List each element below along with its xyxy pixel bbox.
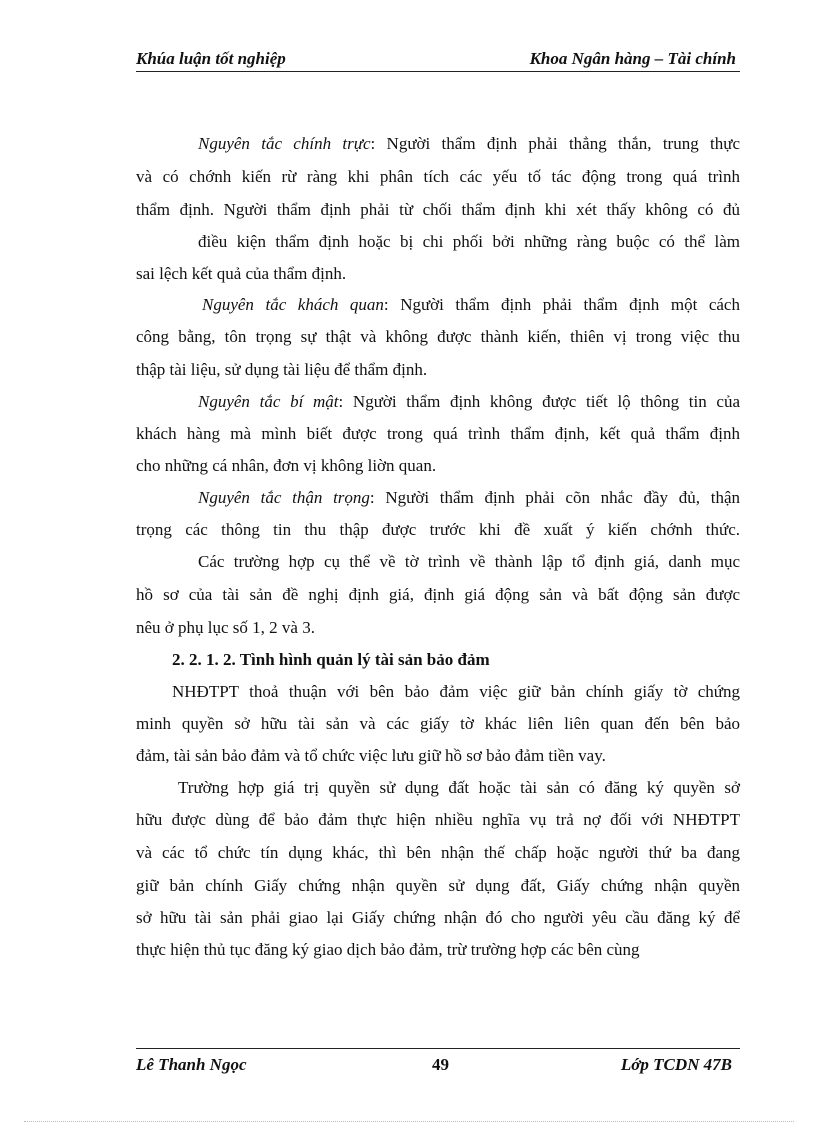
paragraph-line: hồ sơ của tài sản đề nghị định giá, định giá động sản và bất động sản được xyxy=(136,585,740,604)
paragraph-line: hữu được dùng để bảo đảm thực hiện nhiều nghĩa vụ trả nợ đối với NHĐTPT xyxy=(136,810,740,829)
paragraph-line xyxy=(198,392,740,412)
paragraph-line: nêu ở phụ lục số 1, 2 và 3. xyxy=(136,618,315,637)
paragraph-line: sai lệch kết quả của thẩm định. xyxy=(136,264,347,283)
paragraph-line: công bằng, tôn trọng sự thật và không được thành kiến, thiên vị trong việc thu xyxy=(136,327,740,346)
header-thesis-title: Khúa luận tốt nghiệp xyxy=(136,49,286,68)
footer-class: Lớp TCDN 47B xyxy=(620,1055,732,1074)
paragraph-line: cho những cá nhân, đơn vị không liờn quan. xyxy=(136,456,437,475)
text-span: : Người thẩm định phải cõn nhắc đầy đủ, thận xyxy=(369,488,740,507)
paragraph-line xyxy=(198,488,740,508)
principle-term: Nguyên tắc khách quan xyxy=(202,295,384,314)
paragraph-line: Các trường hợp cụ thể về tờ trình về thành lập tổ định giá, danh mục xyxy=(198,552,740,571)
footer-author: Lê Thanh Ngọc xyxy=(136,1055,247,1074)
paragraph-line: khách hàng mà mình biết được trong quá trình thẩm định, kết quả thẩm định xyxy=(136,424,740,443)
paragraph-line: trọng các thông tin thu thập được trước khi đề xuất ý kiến chớnh thức. xyxy=(136,520,740,539)
paragraph-line xyxy=(202,295,740,315)
paragraph-line: và có chớnh kiến rừ ràng khi phân tích các yếu tố tác động trong quá trình xyxy=(136,167,740,186)
page-footer xyxy=(136,1048,740,1081)
paragraph-line: và các tổ chức tín dụng khác, thì bên nhận thế chấp hoặc người thứ ba đang xyxy=(136,843,740,862)
section-heading: 2. 2. 1. 2. Tình hình quản lý tài sản bảo đảm xyxy=(172,650,490,669)
paragraph-line: thực hiện thủ tục đăng ký giao dịch bảo đảm, trừ trường hợp các bên cùng xyxy=(136,940,640,959)
page-number: 49 xyxy=(432,1055,449,1074)
paragraph-line: thẩm định. Người thẩm định phải từ chối thẩm định khi xét thấy không có đủ xyxy=(136,200,740,219)
principle-term: Nguyên tắc bí mật xyxy=(198,392,339,411)
paragraph-line: sở hữu tài sản phải giao lại Giấy chứng nhận đó cho người yêu cầu đăng ký để xyxy=(136,908,740,927)
principle-term: Nguyên tắc thận trọng xyxy=(198,488,370,507)
paragraph-line xyxy=(198,134,740,154)
paragraph-line: đảm, tài sản bảo đảm và tổ chức việc lưu giữ hồ sơ bảo đảm tiền vay. xyxy=(136,746,606,765)
header-faculty: Khoa Ngân hàng – Tài chính xyxy=(529,49,736,68)
paragraph-line: minh quyền sở hữu tài sản và các giấy tờ khác liên liên quan đến bên bảo xyxy=(136,714,740,733)
page-bottom-divider xyxy=(24,1121,794,1122)
page-header xyxy=(136,49,740,72)
text-span: : Người thẩm định phải thẩm định một cách xyxy=(383,295,740,314)
paragraph-line: Trường hợp giá trị quyền sử dụng đất hoặc tài sản có đăng ký quyền sở xyxy=(178,778,740,797)
paragraph-line: thập tài liệu, sử dụng tài liệu để thẩm định. xyxy=(136,360,428,379)
text-span: : Người thẩm định phải thẳng thắn, trung thực xyxy=(370,134,740,153)
paragraph-line: NHĐTPT thoả thuận với bên bảo đảm việc giữ bản chính giấy tờ chứng xyxy=(172,682,740,701)
paragraph-line: giữ bản chính Giấy chứng nhận quyền sử dụng đất, Giấy chứng nhận quyền xyxy=(136,876,740,895)
paragraph-line: điều kiện thẩm định hoặc bị chi phối bởi những ràng buộc có thể làm xyxy=(198,232,740,251)
principle-term: Nguyên tắc chính trực xyxy=(198,134,371,153)
text-span: : Người thẩm định không được tiết lộ thông tin của xyxy=(338,392,740,411)
